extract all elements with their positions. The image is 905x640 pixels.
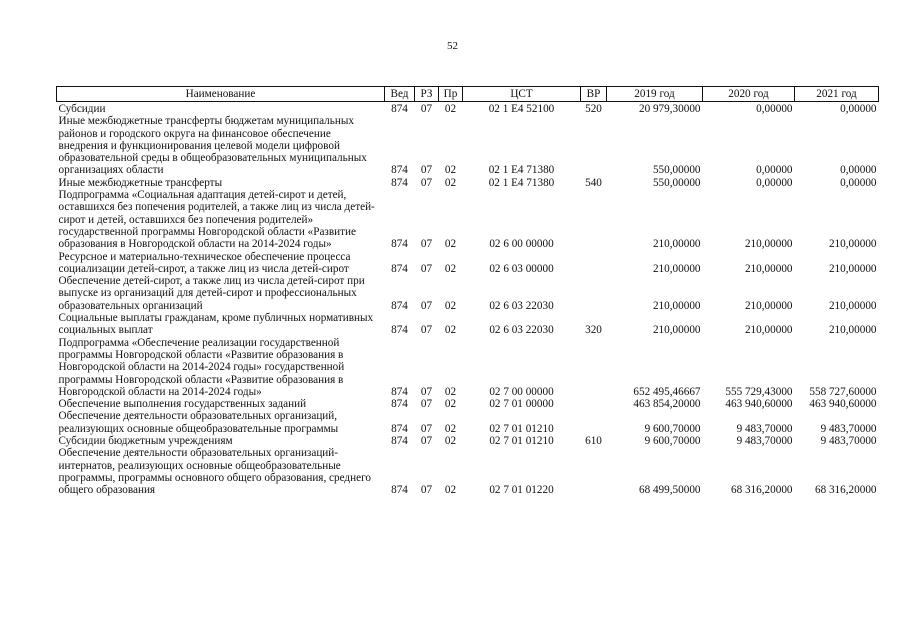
table-row: [57, 337, 879, 398]
cell-vr: 520: [585, 103, 602, 115]
table-row: [57, 312, 879, 337]
cell-2021: 463 940,60000: [809, 398, 877, 411]
cell-name: Субсидии: [58, 103, 106, 115]
cell-vr: [581, 410, 607, 435]
cell-cst: 02 1 E4 52100: [488, 103, 555, 115]
cell-cst: 02 7 01 01220: [489, 484, 554, 497]
cell-2020: 0,00000: [756, 103, 793, 115]
cell-2020: 210,00000: [744, 262, 793, 275]
cell-name: Иные межбюджетные трансферты бюджетам муниципальных районов и городского округа на финансовое обеспечение внедрения и функционирования целевой модели цифровой образовательной среды в общеобразовательных муниципальных организациях области: [58, 115, 367, 177]
cell-cst: 02 7 01 01210: [489, 422, 554, 435]
cell-rz: 07: [420, 398, 433, 411]
cell-2021: 210,00000: [828, 238, 877, 251]
cell-rz: 07: [420, 435, 433, 448]
cell-pr: 02: [444, 238, 457, 251]
cell-vr: [581, 447, 607, 496]
cell-2019: 210,00000: [652, 262, 701, 275]
cell-2019: 652 495,46667: [633, 385, 701, 398]
cell-ved: 874: [391, 238, 408, 251]
cell-vr: [581, 337, 607, 398]
cell-rz: 07: [420, 103, 433, 115]
cell-ved: 874: [391, 385, 408, 398]
cell-2020: 0,00000: [756, 164, 793, 177]
table-row: [57, 102, 879, 116]
cell-2021: 0,00000: [840, 164, 877, 177]
cell-2020: 9 483,70000: [736, 435, 793, 448]
cell-vr: [581, 251, 607, 276]
cell-2020: 555 729,43000: [725, 385, 793, 398]
table-row: [57, 275, 879, 312]
cell-2019: 210,00000: [652, 324, 701, 337]
cell-ved: 874: [391, 422, 408, 435]
cell-name: Социальные выплаты гражданам, кроме публичных нормативных социальных выплат: [58, 312, 374, 337]
header-2020: 2020 год: [703, 87, 795, 102]
cell-pr: 02: [444, 299, 457, 312]
cell-2020: 463 940,60000: [725, 398, 793, 411]
cell-ved: 874: [391, 484, 408, 497]
cell-2019: 9 600,70000: [644, 422, 701, 435]
cell-2019: 68 499,50000: [638, 484, 701, 497]
header-name: Наименование: [57, 87, 385, 102]
table-row: [57, 398, 879, 410]
cell-vr: [581, 189, 607, 250]
cell-pr: 02: [444, 164, 457, 177]
cell-name: Обеспечение деятельности образовательных организаций, реализующих основные общеобразовательные программы: [58, 410, 339, 435]
table-body: [57, 102, 879, 497]
cell-name: Обеспечение детей-сирот, а также лиц из числа детей-сирот при выпуске из организаций для детей-сирот и профессиональных образовательных организаций: [58, 275, 365, 312]
budget-table: [56, 86, 879, 497]
cell-pr: 02: [444, 484, 457, 497]
cell-cst: 02 1 E4 71380: [488, 164, 555, 177]
table-row: [57, 435, 879, 447]
cell-name: Обеспечение выполнения государственных заданий: [58, 398, 307, 411]
table-row: [57, 251, 879, 276]
cell-vr: 610: [585, 435, 602, 448]
cell-2019: 210,00000: [652, 299, 701, 312]
cell-name: Обеспечение деятельности образовательных организаций-интернатов, реализующих основные общеобразовательные программы, программы основного общего образования, среднего общего образования: [58, 447, 371, 497]
cell-ved: 874: [391, 324, 408, 337]
header-vr: ВР: [581, 87, 607, 102]
cell-2020: 9 483,70000: [736, 422, 793, 435]
cell-rz: 07: [420, 238, 433, 251]
cell-vr: [581, 398, 607, 410]
cell-cst: 02 6 03 22030: [489, 324, 554, 337]
cell-rz: 07: [420, 422, 433, 435]
cell-vr: 320: [585, 324, 602, 337]
cell-2021: 68 316,20000: [814, 484, 877, 497]
cell-pr: 02: [444, 324, 457, 337]
cell-2021: 0,00000: [840, 103, 877, 115]
table-row: [57, 410, 879, 435]
table-header: [57, 87, 879, 102]
cell-name: Иные межбюджетные трансферты: [58, 176, 223, 189]
cell-cst: 02 7 01 01210: [489, 435, 554, 448]
cell-cst: 02 7 01 00000: [489, 398, 554, 411]
cell-rz: 07: [420, 324, 433, 337]
cell-rz: 07: [420, 299, 433, 312]
cell-rz: 07: [420, 385, 433, 398]
header-2021: 2021 год: [795, 87, 879, 102]
cell-pr: 02: [444, 435, 457, 448]
cell-pr: 02: [444, 176, 457, 189]
cell-pr: 02: [444, 398, 457, 411]
cell-ved: 874: [391, 103, 408, 115]
page-number: 52: [447, 40, 458, 52]
cell-2021: 558 727,60000: [809, 385, 877, 398]
cell-ved: 874: [391, 176, 408, 189]
cell-2021: 0,00000: [840, 176, 877, 189]
cell-ved: 874: [391, 398, 408, 411]
cell-2020: 0,00000: [756, 176, 793, 189]
cell-2020: 68 316,20000: [730, 484, 793, 497]
cell-vr: [581, 115, 607, 176]
cell-rz: 07: [420, 262, 433, 275]
cell-2021: 210,00000: [828, 299, 877, 312]
cell-2020: 210,00000: [744, 299, 793, 312]
cell-pr: 02: [444, 422, 457, 435]
header-cst: ЦСТ: [463, 87, 581, 102]
header-ved: Вед: [385, 87, 415, 102]
cell-cst: 02 7 00 00000: [489, 385, 554, 398]
cell-pr: 02: [444, 385, 457, 398]
cell-2019: 463 854,20000: [633, 398, 701, 411]
cell-cst: 02 6 00 00000: [489, 238, 554, 251]
cell-2019: 20 979,30000: [638, 103, 701, 115]
cell-2021: 9 483,70000: [820, 435, 877, 448]
cell-ved: 874: [391, 299, 408, 312]
cell-name: Подпрограмма «Социальная адаптация детей-сирот и детей, оставшихся без попечения родителей, а также лиц из числа детей-сирот и детей, оставшихся без попечения родителей» государственной программы Новгородской области «Развитие образования в Новгородской области на 2014-2024 годы»: [58, 189, 375, 251]
cell-2020: 210,00000: [744, 238, 793, 251]
table-row: [57, 177, 879, 189]
header-rz: РЗ: [415, 87, 439, 102]
cell-name: Субсидии бюджетным учреждениям: [58, 435, 233, 448]
cell-cst: 02 6 03 00000: [489, 262, 554, 275]
cell-rz: 07: [420, 164, 433, 177]
cell-pr: 02: [444, 262, 457, 275]
cell-name: Ресурсное и материально-техническое обеспечение процесса социализации детей-сирот, а также лиц из числа детей-сирот: [58, 250, 351, 275]
header-2019: 2019 год: [607, 87, 703, 102]
cell-rz: 07: [420, 176, 433, 189]
cell-2020: 210,00000: [744, 324, 793, 337]
cell-cst: 02 1 E4 71380: [488, 176, 555, 189]
cell-2021: 9 483,70000: [820, 422, 877, 435]
cell-pr: 02: [444, 103, 457, 115]
table-row: [57, 189, 879, 250]
cell-ved: 874: [391, 164, 408, 177]
cell-vr: 540: [585, 176, 602, 189]
table-row: [57, 115, 879, 176]
cell-ved: 874: [391, 262, 408, 275]
cell-vr: [581, 275, 607, 312]
cell-rz: 07: [420, 484, 433, 497]
cell-2019: 550,00000: [652, 164, 701, 177]
cell-cst: 02 6 03 22030: [489, 299, 554, 312]
cell-2021: 210,00000: [828, 324, 877, 337]
table-row: [57, 447, 879, 496]
cell-2019: 550,00000: [652, 176, 701, 189]
cell-ved: 874: [391, 435, 408, 448]
cell-2021: 210,00000: [828, 262, 877, 275]
header-pr: Пр: [439, 87, 463, 102]
cell-2019: 9 600,70000: [644, 435, 701, 448]
cell-name: Подпрограмма «Обеспечение реализации государственной программы Новгородской области «Развитие образования в Новгородской области на 2014-2024 годы» государственной программы Новгородской области «Развитие образования в Новгородской области на 2014-2024 годы»: [58, 336, 345, 398]
cell-2019: 210,00000: [652, 238, 701, 251]
